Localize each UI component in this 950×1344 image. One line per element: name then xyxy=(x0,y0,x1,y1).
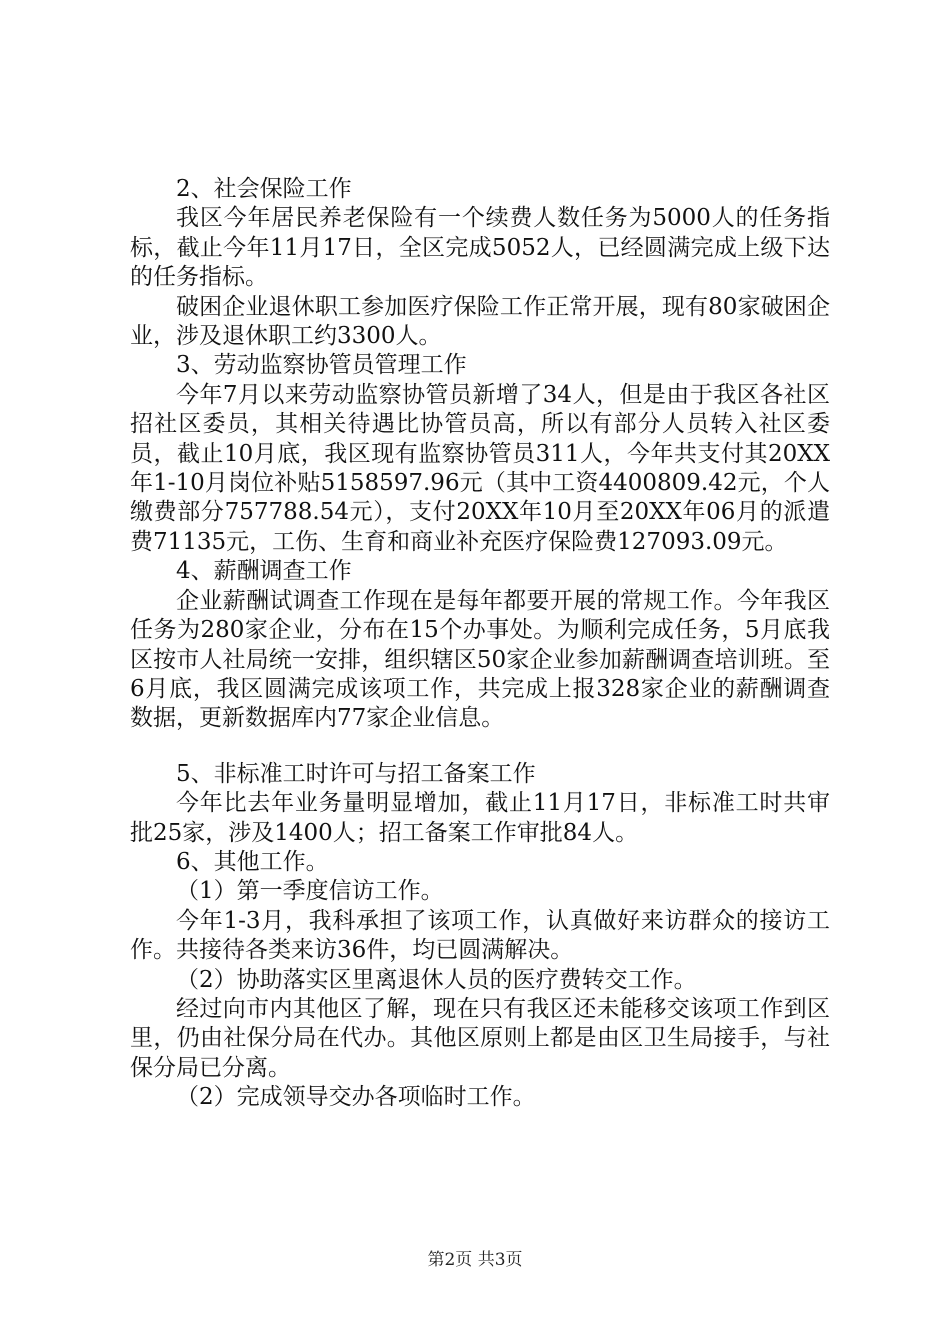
section-heading: 3、劳动监察协管员管理工作 xyxy=(176,352,467,379)
section-heading: 4、薪酬调查工作 xyxy=(176,558,352,585)
subsection-heading: （1）第一季度信访工作。 xyxy=(176,878,444,905)
paragraph: 企业薪酬试调查工作现在是每年都要开展的常规工作。今年我区任务为280家企业，分布在15个办事处。为顺利完成任务，5月底我区按市人社局统一安排，组织辖区50家企业参加薪酬调查培训班。至6月底，我区圆满完成该项工作，共完成上报328家企业的薪酬调查数据，更新数据库内77家企业信息。 xyxy=(130,587,830,732)
paragraph: 今年1-3月，我科承担了该项工作，认真做好来访群众的接访工作。共接待各类来访36件，均已圆满解决。 xyxy=(130,907,830,964)
subsection-heading: （2）协助落实区里离退休人员的医疗费转交工作。 xyxy=(176,966,697,993)
document-body xyxy=(130,175,830,1113)
paragraph: 我区今年居民养老保险有一个续费人数任务为5000人的任务指标，截止今年11月17日，全区完成5052人，已经圆满完成上级下达的任务指标。 xyxy=(130,205,830,291)
paragraph: 今年比去年业务量明显增加，截止11月17日，非标准工时共审批25家，涉及1400人；招工备案工作审批84人。 xyxy=(130,790,830,846)
section-heading: 6、其他工作。 xyxy=(176,848,329,875)
section-heading: 5、非标准工时许可与招工备案工作 xyxy=(176,760,536,787)
paragraph: 经过向市内其他区了解，现在只有我区还未能移交该项工作到区里，仍由社保分局在代办。其他区原则上都是由区卫生局接手，与社保分局已分离。 xyxy=(130,995,830,1081)
paragraph: 今年7月以来劳动监察协管员新增了34人，但是由于我区各社区招社区委员，其相关待遇比协管员高，所以有部分人员转入社区委员，截止10月底，我区现有监察协管员311人，今年共支付其20XX年1-10月岗位补贴5158597.96元（其中工资4400809.42元，个人缴费部分757788.54元），支付20XX年10月至20XX年06月的派遣费71135元，工伤、生育和商业补充医疗保险费127093.09元。 xyxy=(130,381,830,555)
subsection-heading: （2）完成领导交办各项临时工作。 xyxy=(176,1084,536,1111)
page-footer: 第2页 共3页 xyxy=(427,1250,523,1270)
section-heading: 2、社会保险工作 xyxy=(176,176,352,202)
blank-line xyxy=(130,734,830,760)
paragraph: 破困企业退休职工参加医疗保险工作正常开展，现有80家破困企业，涉及退休职工约3300人。 xyxy=(130,293,830,350)
